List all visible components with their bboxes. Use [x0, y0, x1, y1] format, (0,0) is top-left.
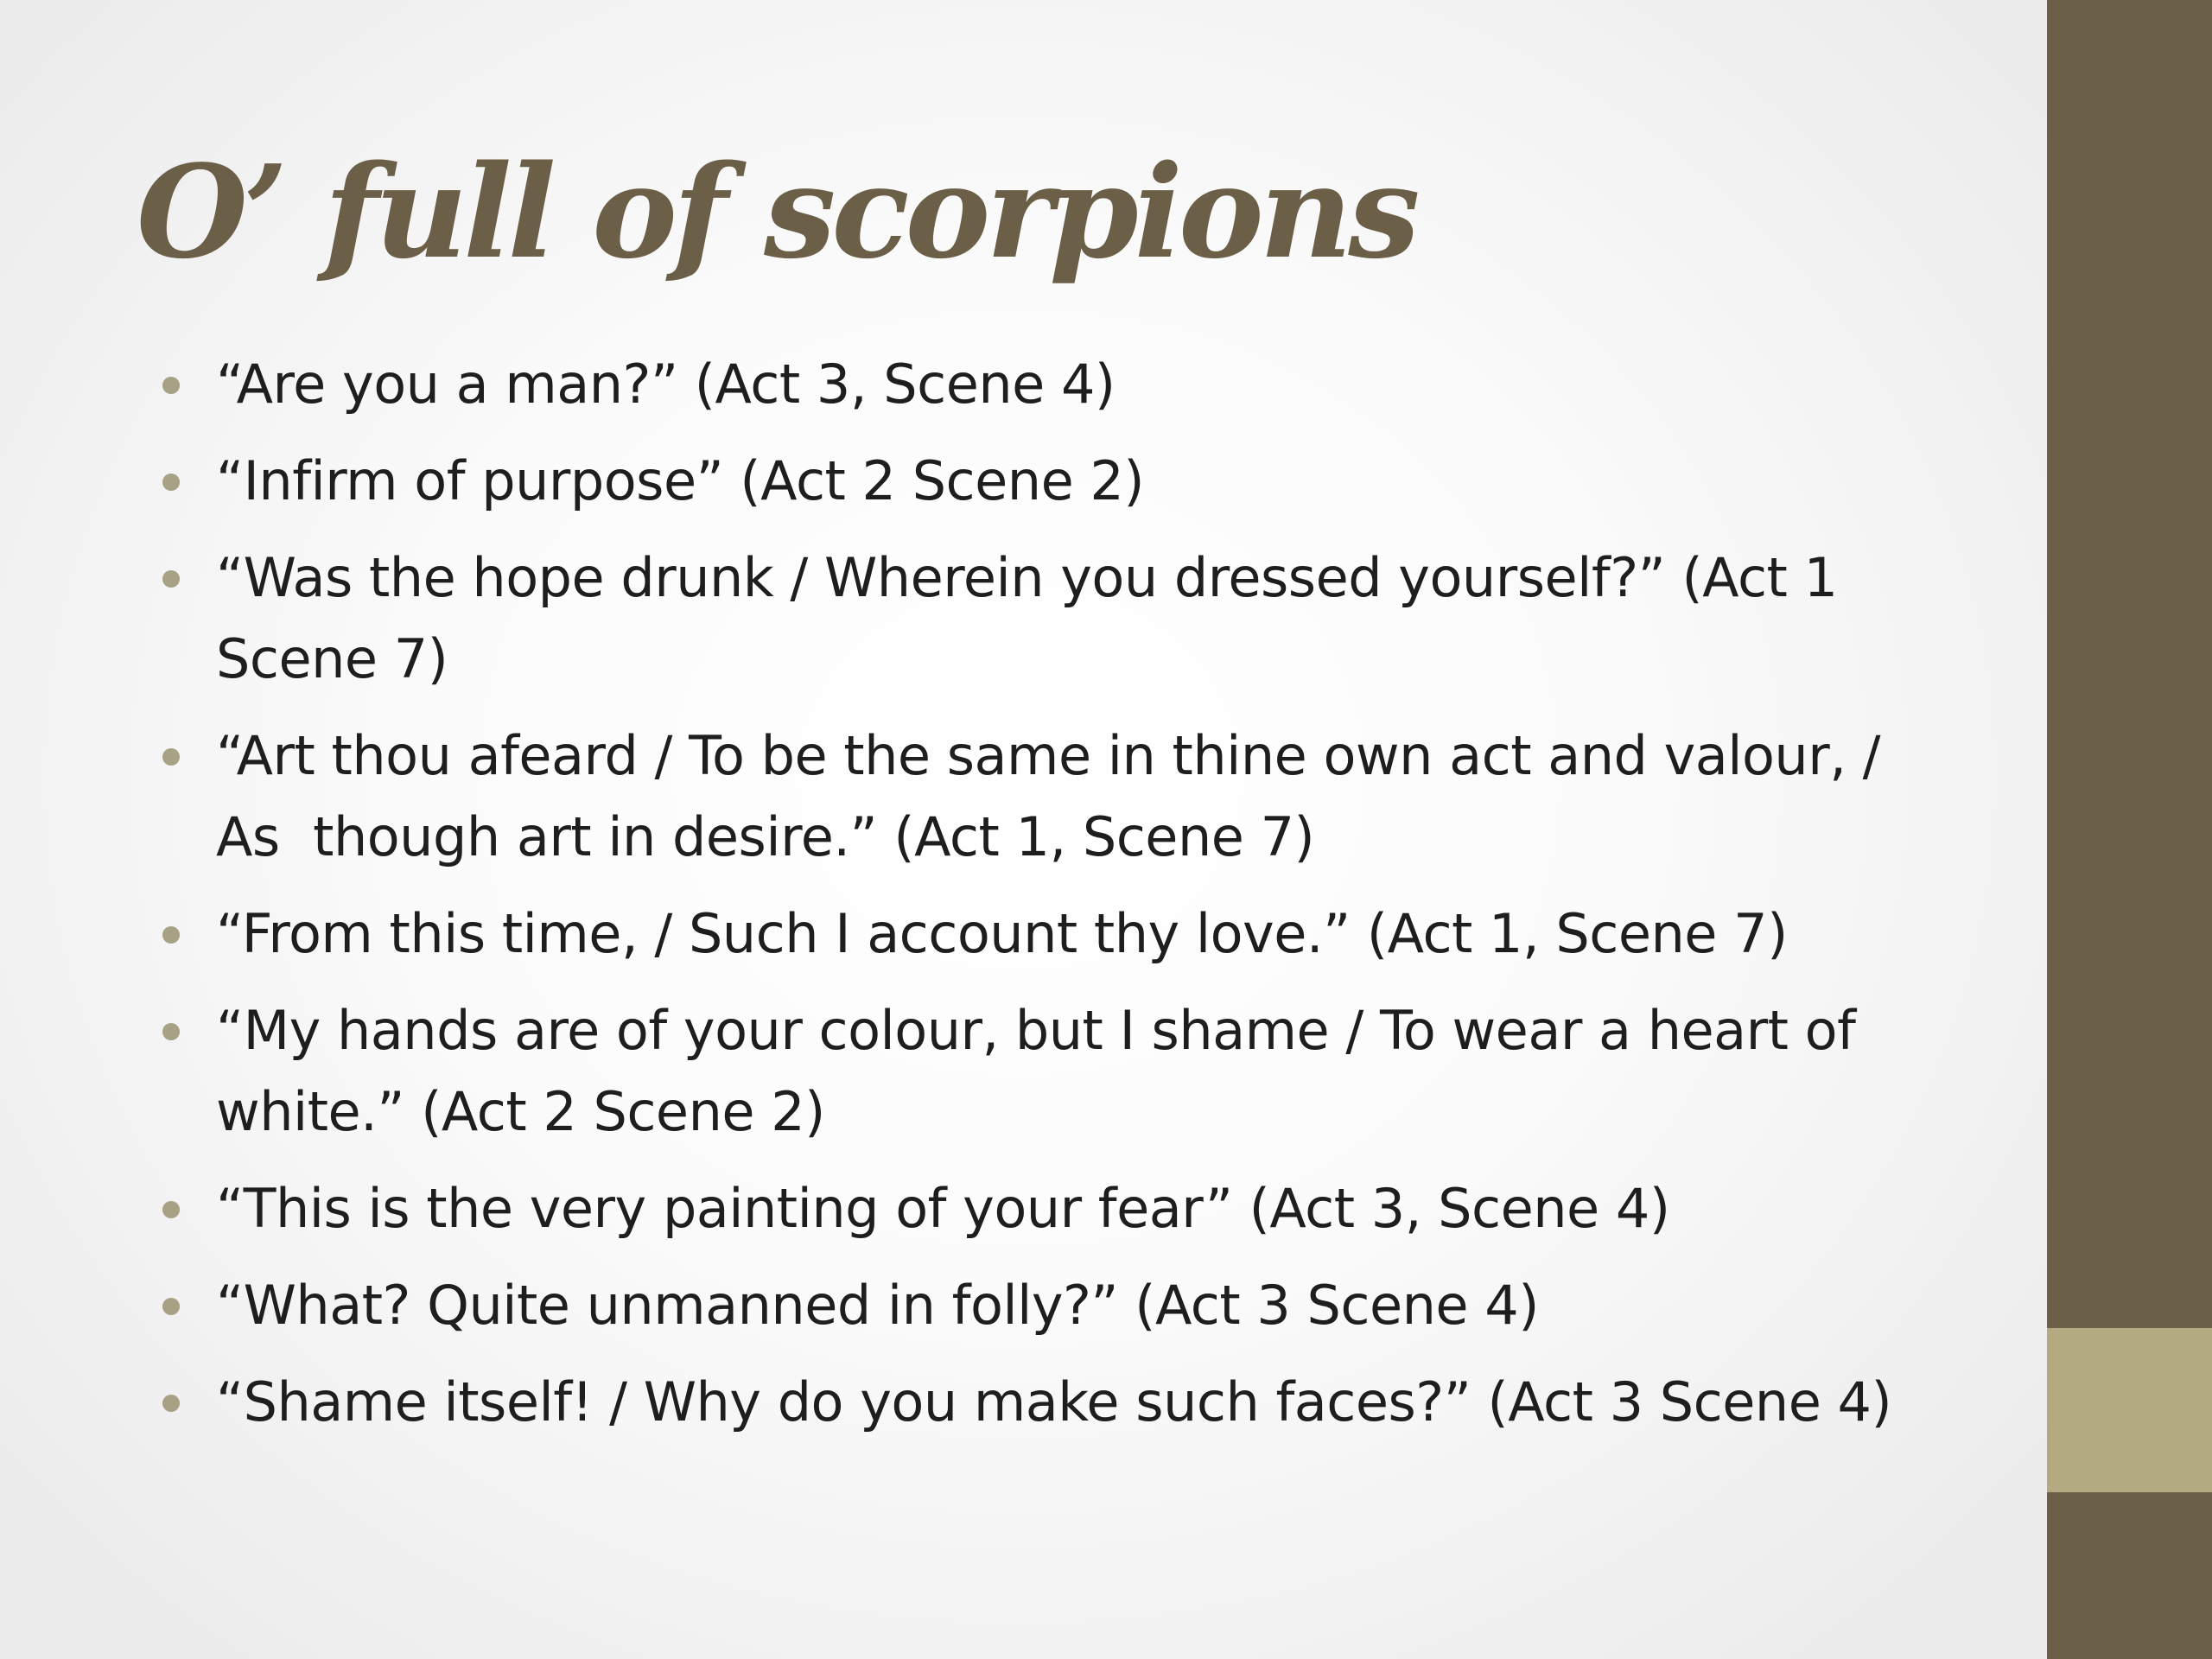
- bullet-item: [0, 893, 1936, 975]
- bullet-text: “From this time, / Such I account thy love.” (Act 1, Scene 7): [216, 902, 1788, 965]
- bullet-dot-icon: [162, 1298, 180, 1315]
- bullet-dot-icon: [162, 926, 180, 944]
- bullet-dot-icon: [162, 1023, 180, 1040]
- bullet-item: [0, 715, 1936, 878]
- bullet-item: [0, 1362, 1936, 1443]
- bullet-dot-icon: [162, 474, 180, 491]
- bullet-text: “Art thou afeard / To be the same in thine own act and valour, / As though art in desire.” (Act 1, Scene 7): [216, 724, 1897, 868]
- bullet-item: [0, 990, 1936, 1153]
- bullet-text: “Infirm of purpose” (Act 2 Scene 2): [216, 449, 1145, 512]
- bullet-text: “What? Quite unmanned in folly?” (Act 3 Scene 4): [216, 1274, 1539, 1337]
- bullet-item: [0, 441, 1936, 522]
- side-bar-accent: [2047, 1328, 2212, 1492]
- bullet-dot-icon: [162, 570, 180, 588]
- bullet-dot-icon: [162, 1201, 180, 1218]
- bullet-list: [0, 344, 2022, 1459]
- bullet-item: [0, 1168, 1936, 1249]
- slide-title: O’ full of scorpions: [137, 137, 1416, 287]
- bullet-text: “Shame itself! / Why do you make such faces?” (Act 3 Scene 4): [216, 1370, 1892, 1433]
- bullet-item: [0, 537, 1936, 700]
- bullet-dot-icon: [162, 748, 180, 766]
- bullet-text: “Was the hope drunk / Wherein you dressed yourself?” (Act 1 Scene 7): [216, 546, 1838, 690]
- bullet-text: “This is the very painting of your fear” (Act 3, Scene 4): [216, 1177, 1670, 1240]
- bullet-dot-icon: [162, 1395, 180, 1412]
- bullet-text: “My hands are of your colour, but I shame / To wear a heart of white.” (Act 2 Scene 2): [216, 999, 1856, 1143]
- bullet-dot-icon: [162, 377, 180, 394]
- bullet-text: “Are you a man?” (Act 3, Scene 4): [216, 353, 1116, 416]
- bullet-item: [0, 344, 1936, 425]
- bullet-item: [0, 1265, 1936, 1346]
